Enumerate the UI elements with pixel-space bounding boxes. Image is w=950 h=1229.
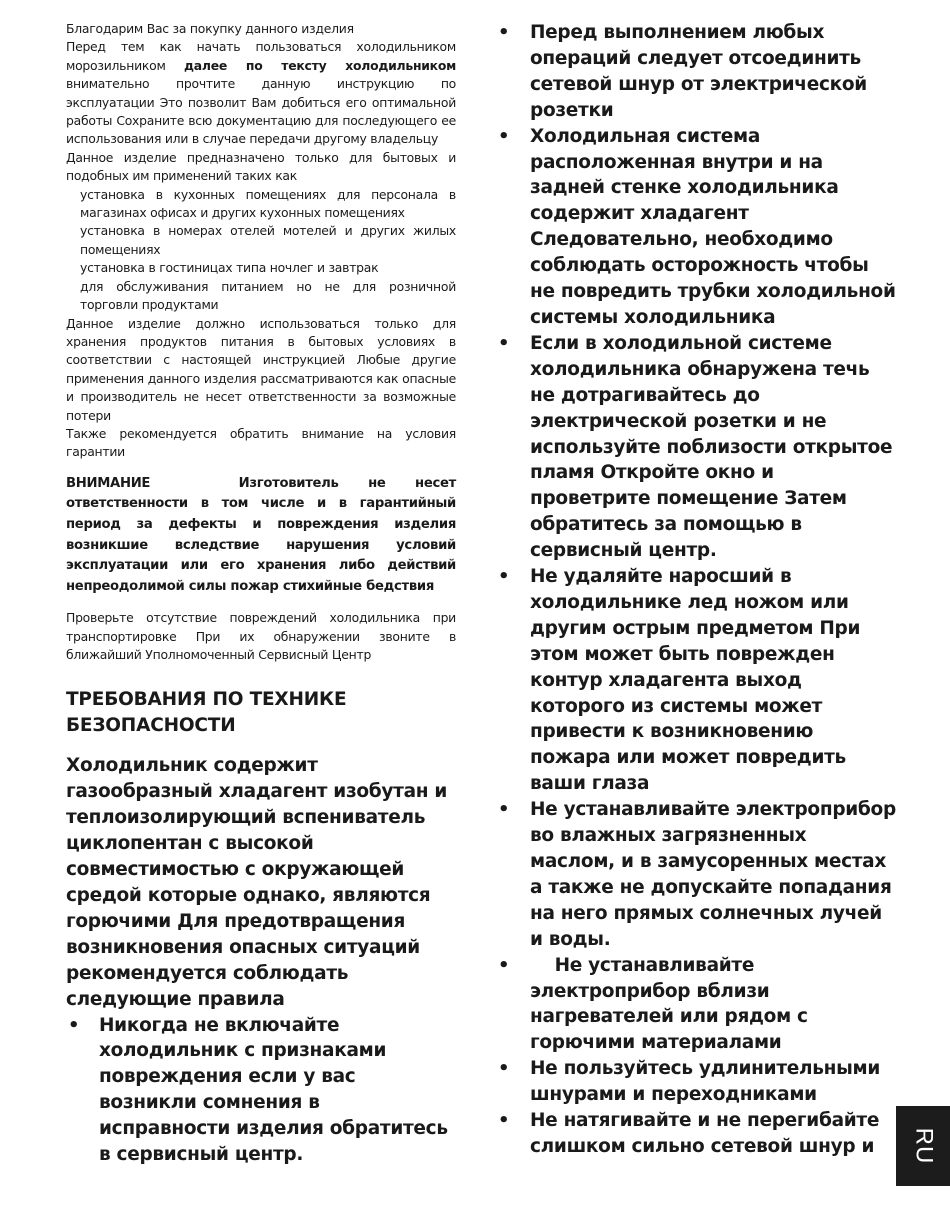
rule-text: Не устанавливайте электроприбор вблизи нагревателей или рядом с горючими материалами: [530, 954, 808, 1054]
bullet-icon: •: [498, 22, 510, 43]
rule-text: Холодильная система расположенная внутри и на задней стенке холодильника содержит хладагент Следовательно, необходимо соблюдать осторожность чтобы не повредить трубки холодильной системы холодильника: [530, 125, 896, 328]
purpose-paragraph: Данное изделие предназначено только для бытовых и подобных им применений таких как: [66, 149, 456, 184]
warning-paragraph: [66, 474, 456, 598]
transport-check-paragraph: Проверьте отсутствие повреждений холодильника при транспортировке При их обнаружении звоните в ближайший Уполномоченный Сервисный Центр: [66, 610, 456, 663]
warning-label: ВНИМАНИЕ: [66, 475, 151, 491]
rule-text: Если в холодильной системе холодильника обнаружена течь не дотрагивайтесь до электрической розетки и не используйте поблизости открытое пламя Откройте окно и проветрите помещение Затем обратитесь за помощью в сервисный центр.: [530, 332, 893, 562]
bullet-icon: •: [498, 332, 510, 354]
section-title: ТРЕБОВАНИЯ ПО ТЕХНИКЕ БЕЗОПАСНОСТИ: [66, 688, 347, 736]
use-item-catering: для обслуживания питанием но не для розничной торговли продуктами: [80, 278, 456, 313]
rule-item: [66, 1013, 456, 1168]
thanks-line: Благодарим Вас за покупку данного изделия: [66, 21, 354, 36]
rule-text: Не устанавливайте электроприбор во влажных загрязненных маслом, и в замусоренных местах а также не допускайте попадания на него прямых солнечных лучей и воды.: [530, 799, 896, 950]
read-instructions-bold: далее по тексту холодильником: [184, 57, 456, 73]
rule-item: [496, 20, 896, 124]
rule-item: [496, 1108, 896, 1160]
right-rules-list: [496, 20, 896, 1160]
rule-item: [496, 953, 896, 1057]
read-instructions-part1: Перед тем как начать пользоваться холодильником морозильником: [66, 39, 456, 73]
bullet-icon: •: [498, 954, 510, 976]
rule-text: Не натягивайте и не перегибайте слишком сильно сетевой шнур и: [530, 1110, 880, 1157]
rule-text: Никогда не включайте холодильник с признаками повреждения если у вас возникли сомнения в исправности изделия обратитесь в сервисный центр.: [99, 1014, 448, 1166]
bullet-icon: •: [498, 1110, 510, 1132]
bullet-icon: •: [498, 566, 510, 588]
right-column: [496, 20, 896, 1160]
warranty-paragraph: Также рекомендуется обратить внимание на условия гарантии: [66, 425, 456, 460]
rule-item: [496, 124, 896, 331]
rule-text: Не удаляйте наросший в холодильнике лед ножом или другим острым предметом При этом может быть поврежден контур хладагента выход которого из системы может привести к возникновению пожара или может повредить ваши глаза: [530, 566, 861, 795]
rule-text: Перед выполнением любых операций следует отсоединить сетевой шнур от электрической розетки: [530, 22, 867, 121]
refrigerant-intro: Холодильник содержит газообразный хладагент изобутан и теплоизолирующий вспениватель циклопентан с высокой совместимостью с окружающей средой которые однако, являются горючими Для предотвращения возникновения опасных ситуаций рекомендуется соблюдать следующие правила: [66, 754, 448, 1010]
rule-text: Не пользуйтесь удлинительными шнурами и переходниками: [530, 1058, 881, 1106]
rule-item: [496, 797, 896, 952]
bullet-icon: •: [498, 799, 510, 821]
rule-item: [496, 331, 896, 564]
bullet-icon: •: [68, 1014, 80, 1036]
language-tab: [896, 1106, 950, 1186]
language-label: RU: [909, 1127, 937, 1165]
warning-text: Изготовитель не несет ответственности в том числе и в гарантийный период за дефекты и повреждения изделия возникшие вследствие нарушения условий эксплуатации или его хранения либо действий непреодолимой силы пожар стихийные бедствия: [66, 475, 457, 594]
bullet-icon: •: [498, 125, 510, 147]
use-item-kitchens: установка в кухонных помещениях для персонала в магазинах офисах и других кухонных помещениях: [80, 186, 456, 221]
use-item-hotels: установка в номерах отелей мотелей и других жилых помещениях: [80, 223, 456, 257]
left-column: [66, 20, 456, 1168]
rule-item: [496, 564, 896, 797]
left-rules-list: [66, 1013, 456, 1168]
bullet-icon: •: [498, 1058, 510, 1080]
use-item-bnb: установка в гостиницах типа ночлег и завтрак: [80, 260, 379, 276]
read-instructions-part2: внимательно прочтите данную инструкцию по эксплуатации Это позволит Вам добиться его оптимальной работы Сохраните всю документацию для последующего ее использования или в случае передачи другому владельцу: [66, 76, 456, 147]
rule-item: [496, 1056, 896, 1108]
usage-paragraph: Данное изделие должно использоваться только для хранения продуктов питания в бытовых условиях в соответствии с настоящей инструкцией Любые другие применения данного изделия рассматриваются как опасные и производитель не несет ответственности за возможные потери: [66, 315, 456, 423]
read-instructions-paragraph: [66, 38, 456, 148]
